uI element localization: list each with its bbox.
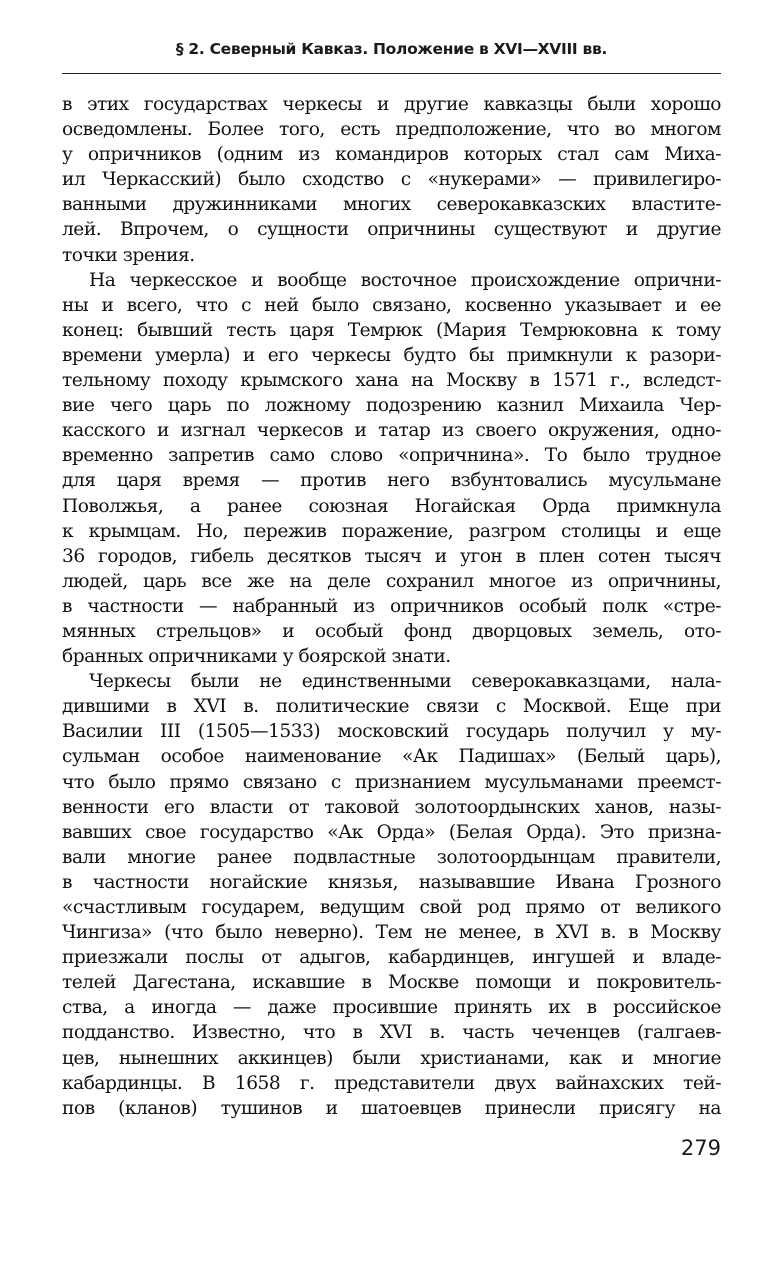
text-line: вавших свое государство «Ак Орда» (Белая Орда). Это призна- <box>62 821 721 843</box>
text-line: Чингиза» (что было неверно). Тем не менее, в XVI в. в Москву <box>62 922 721 944</box>
text-line: Черкесы были не единственными северокавказцами, нала- <box>89 671 721 693</box>
text-line: ны и всего, что с ней было связано, косвенно указывает и ее <box>62 294 721 316</box>
body-text <box>62 92 721 1121</box>
text-line: ил Черкасский) было сходство с «нукерами» — привилегиро- <box>62 169 721 191</box>
text-line: приезжали послы от адыгов, кабардинцев, ингушей и владе- <box>62 947 721 969</box>
text-line: касского и изгнал черкесов и татар из своего окружения, одно- <box>62 420 721 442</box>
text-line: подданство. Известно, что в XVI в. часть чеченцев (галгаев- <box>62 1022 721 1044</box>
text-line: цев, нынешних аккинцев) были христианами, как и многие <box>62 1047 721 1069</box>
paragraph-2 <box>62 268 721 670</box>
text-line: бранных опричниками у боярской знати. <box>62 646 451 668</box>
text-line: в частности ногайские князья, называвшие Ивана Грозного <box>62 871 721 893</box>
text-line: к крымцам. Но, пережив поражение, разгром столицы и еще <box>62 520 721 542</box>
text-line: временно запретив само слово «опричнина». То было трудное <box>62 445 721 467</box>
paragraph-1 <box>62 92 721 268</box>
running-header: § 2. Северный Кавказ. Положение в XVI—XVIII вв. <box>175 40 608 58</box>
text-line: кабардинцы. В 1658 г. представители двух вайнахских тей- <box>62 1072 721 1094</box>
page-number: 279 <box>680 1136 721 1160</box>
text-line: для царя время — против него взбунтовались мусульмане <box>62 470 721 492</box>
text-line: лей. Впрочем, о сущности опричнины существуют и другие <box>62 219 721 241</box>
text-line: ства, а иногда — даже просившие принять их в российское <box>62 997 721 1019</box>
text-line: Василии III (1505—1533) московский государь получил у му- <box>62 721 721 743</box>
text-line: вали многие ранее подвластные золотоордынцам правители, <box>62 846 721 868</box>
text-line: венности его власти от таковой золотоордынских ханов, назы- <box>62 796 721 818</box>
text-line: что было прямо связано с признанием мусульманами преемст- <box>62 771 721 793</box>
text-line: Поволжья, а ранее союзная Ногайская Орда примкнула <box>62 495 721 517</box>
text-line: вие чего царь по ложному подозрению казнил Михаила Чер- <box>62 395 721 417</box>
paragraph-3 <box>62 669 721 1121</box>
text-line: сульман особое наименование «Ак Падишах» (Белый царь), <box>62 746 721 768</box>
text-line: тельному походу крымского хана на Москву в 1571 г., вследст- <box>62 370 721 392</box>
text-line: людей, царь все же на деле сохранил многое из опричнины, <box>62 570 721 592</box>
text-line: «счастливым государем, ведущим свой род прямо от великого <box>62 897 721 918</box>
header-rule <box>62 73 721 74</box>
text-line: телей Дагестана, искавшие в Москве помощи и покровитель- <box>62 972 721 994</box>
text-line: в этих государствах черкесы и другие кавказцы были хорошо <box>62 94 721 115</box>
text-line: 36 городов, гибель десятков тысяч и угон в плен сотен тысяч <box>62 545 721 567</box>
text-line: точки зрения. <box>62 244 195 266</box>
text-line: у опричников (одним из командиров которых стал сам Миха- <box>62 144 721 166</box>
text-line: мянных стрельцов» и особый фонд дворцовых земель, ото- <box>62 620 721 642</box>
text-line: пов (кланов) тушинов и шатоевцев принесли присягу на <box>62 1097 721 1119</box>
text-line: ванными дружинниками многих северокавказских властите- <box>62 194 721 216</box>
text-line: На черкесское и вообще восточное происхождение опрични- <box>89 269 721 291</box>
text-line: времени умерла) и его черкесы будто бы примкнули к разори- <box>62 344 721 366</box>
text-line: конец: бывший тесть царя Темрюк (Мария Темрюковна к тому <box>62 319 721 341</box>
text-line: осведомлены. Более того, есть предположение, что во многом <box>62 119 721 141</box>
text-line: в частности — набранный из опричников особый полк «стре- <box>62 595 721 617</box>
text-line: дившими в XVI в. политические связи с Москвой. Еще при <box>62 696 721 718</box>
